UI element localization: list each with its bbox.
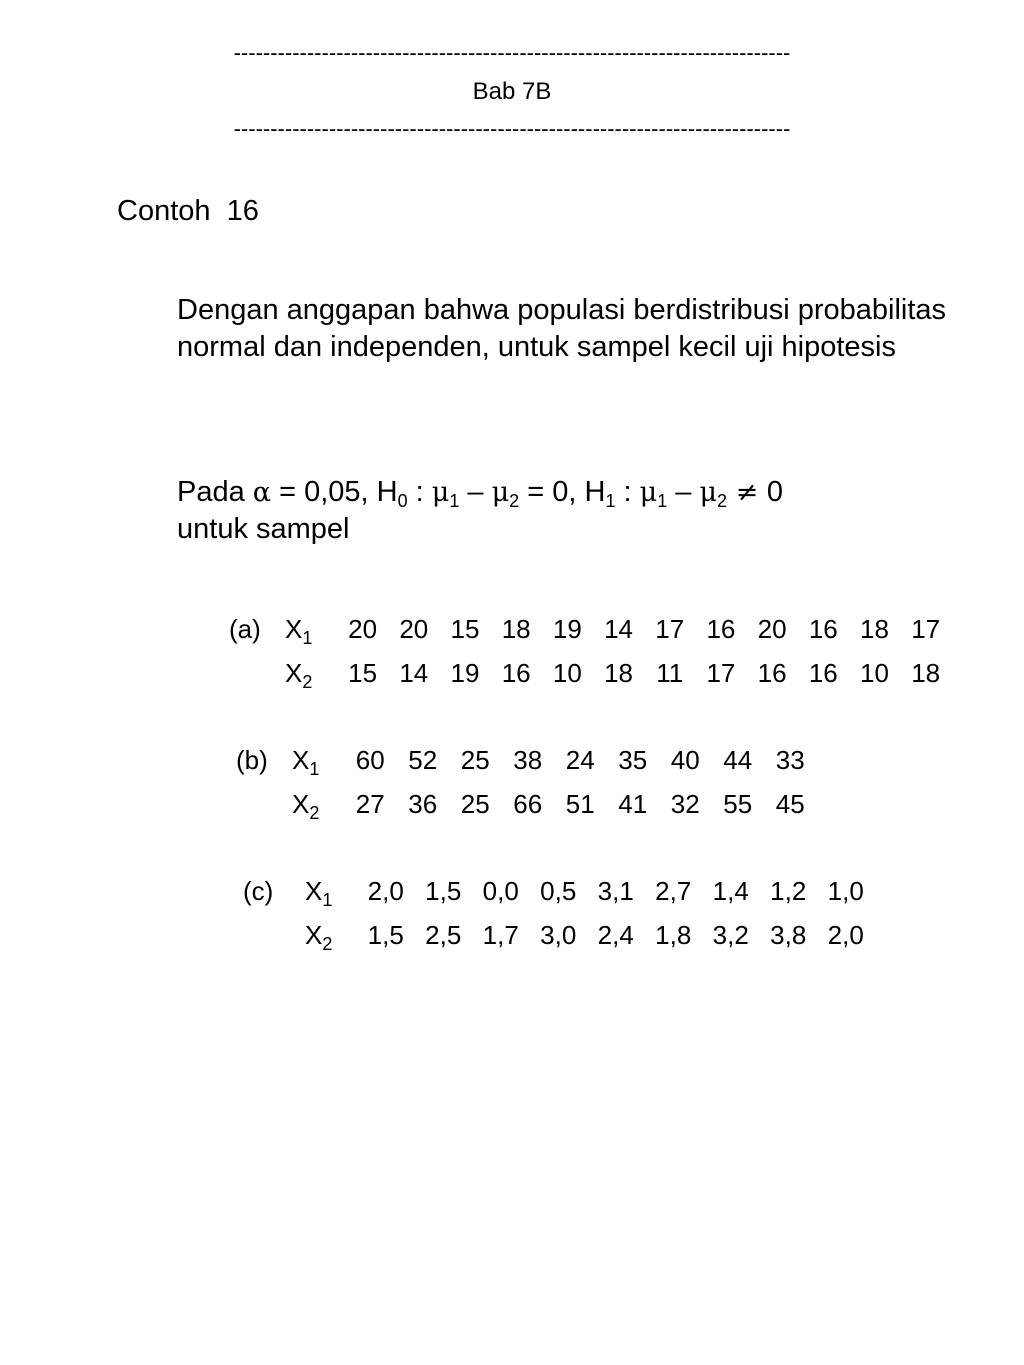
variable-subscript: 1: [302, 628, 313, 648]
variable-subscript: 2: [322, 934, 333, 954]
sample-value: 1,2: [770, 876, 807, 906]
sample-value: 25: [460, 745, 490, 775]
mu2-subscript: 2: [509, 491, 520, 511]
sample-value: 19: [552, 614, 582, 644]
sample-value: 20: [348, 614, 378, 644]
sample-values: [357, 876, 875, 906]
mu-symbol: μ: [431, 477, 450, 508]
hypothesis-line: [177, 474, 977, 511]
sample-value: 2,0: [367, 876, 404, 906]
alpha-symbol: α: [252, 477, 272, 508]
sample-value: 0,5: [540, 876, 577, 906]
sample-row-x1: [229, 614, 951, 658]
variable-label-x2: [305, 920, 361, 954]
sample-value: 1,5: [367, 920, 404, 950]
sample-value: 2,4: [597, 920, 634, 950]
sample-values: [344, 789, 817, 819]
sample-value: 25: [460, 789, 490, 819]
sample-values: [344, 745, 817, 775]
sample-value: 16: [501, 658, 531, 688]
alpha-value: = 0,05, H: [271, 476, 398, 508]
sample-value: 18: [501, 614, 531, 644]
mu2-subscript: 2: [717, 491, 728, 511]
sample-value: 17: [911, 614, 941, 644]
sample-c: [243, 876, 875, 964]
variable-label-x1: [305, 876, 361, 910]
sample-value: 66: [513, 789, 543, 819]
sample-value: 52: [408, 745, 438, 775]
sample-value: 20: [399, 614, 429, 644]
sample-value: 35: [618, 745, 648, 775]
variable-letter: X: [305, 876, 323, 906]
h0-rhs: = 0, H: [519, 476, 606, 508]
variable-letter: X: [305, 920, 323, 950]
hypothesis-statement: [177, 474, 977, 548]
header-rule-top: ----------------------------------------------------------------------------: [233, 40, 791, 65]
not-equal-symbol: ≠: [727, 477, 767, 508]
sample-value: 3,8: [770, 920, 807, 950]
sample-value: 16: [808, 614, 838, 644]
sample-value: 1,7: [482, 920, 519, 950]
sample-value: 1,0: [827, 876, 864, 906]
variable-subscript: 2: [309, 803, 320, 823]
minus-sign: –: [459, 476, 492, 508]
sample-value: 45: [775, 789, 805, 819]
chapter-title: Bab 7B: [472, 78, 552, 105]
sample-value: 10: [552, 658, 582, 688]
sample-value: 16: [706, 614, 736, 644]
variable-letter: X: [285, 658, 303, 688]
sample-value: 32: [670, 789, 700, 819]
sample-case-label: (c): [243, 876, 274, 906]
sample-row-x2: [236, 789, 817, 833]
sample-value: 15: [450, 614, 480, 644]
sample-value: 10: [860, 658, 889, 688]
h1-colon: :: [615, 476, 640, 508]
variable-label-x2: [285, 658, 341, 692]
sample-value: 15: [348, 658, 378, 688]
sample-value: 16: [757, 658, 787, 688]
sample-value: 2,7: [655, 876, 692, 906]
h0-colon: :: [407, 476, 432, 508]
sample-row-x1: [236, 745, 817, 789]
sample-value: 36: [408, 789, 438, 819]
mu-symbol: μ: [699, 477, 718, 508]
variable-letter: X: [292, 745, 310, 775]
sample-value: 33: [775, 745, 805, 775]
sample-value: 1,8: [655, 920, 692, 950]
sample-value: 27: [355, 789, 385, 819]
sample-row-x2: [243, 920, 875, 964]
variable-letter: X: [292, 789, 310, 819]
sample-value: 20: [757, 614, 787, 644]
sample-value: 18: [604, 658, 633, 688]
variable-subscript: 1: [309, 759, 320, 779]
sample-a: [229, 614, 951, 702]
variable-letter: X: [285, 614, 303, 644]
sample-value: 24: [565, 745, 595, 775]
sample-values: [337, 658, 951, 688]
mu-symbol: μ: [639, 477, 658, 508]
sample-row-x1: [243, 876, 875, 920]
sample-value: 3,0: [540, 920, 577, 950]
sample-value: 19: [450, 658, 480, 688]
sample-value: 40: [670, 745, 700, 775]
variable-subscript: 1: [322, 890, 333, 910]
sample-value: 55: [723, 789, 753, 819]
sample-value: 60: [355, 745, 385, 775]
variable-label-x2: [292, 789, 348, 823]
sample-value: 44: [723, 745, 753, 775]
sample-row-x2: [229, 658, 951, 702]
sample-value: 41: [618, 789, 648, 819]
sample-value: 17: [655, 614, 685, 644]
sample-values: [337, 614, 951, 644]
hypothesis-line-2: untuk sampel: [177, 513, 350, 545]
sample-value: 11: [656, 658, 684, 688]
sample-value: 1,5: [425, 876, 462, 906]
sample-value: 18: [911, 658, 941, 688]
sample-value: 0,0: [482, 876, 519, 906]
sample-value: 2,5: [425, 920, 462, 950]
h1-subscript: 1: [605, 491, 616, 511]
sample-values: [357, 920, 875, 950]
sample-value: 14: [604, 614, 633, 644]
sample-value: 16: [808, 658, 838, 688]
sample-value: 51: [565, 789, 595, 819]
header-rule-bottom: ----------------------------------------------------------------------------: [233, 116, 791, 141]
mu1-subscript: 1: [449, 491, 460, 511]
minus-sign: –: [667, 476, 700, 508]
variable-subscript: 2: [302, 672, 313, 692]
sample-value: 17: [706, 658, 736, 688]
variable-label-x1: [292, 745, 348, 779]
sample-value: 2,0: [827, 920, 864, 950]
sample-value: 3,2: [712, 920, 749, 950]
example-title: Contoh 16: [117, 195, 259, 227]
sample-case-label: (b): [236, 745, 268, 775]
sample-value: 1,4: [712, 876, 749, 906]
hypothesis-prefix: Pada: [177, 476, 253, 508]
sample-value: 38: [513, 745, 543, 775]
sample-value: 14: [399, 658, 429, 688]
sample-value: 3,1: [597, 876, 634, 906]
sample-case-label: (a): [229, 614, 261, 644]
mu1-subscript: 1: [657, 491, 668, 511]
sample-value: 18: [860, 614, 889, 644]
h0-subscript: 0: [397, 491, 408, 511]
problem-statement: Dengan anggapan bahwa populasi berdistribusi probabilitas normal dan independen, untuk sampel kecil uji hipotesis: [177, 294, 947, 363]
variable-label-x1: [285, 614, 341, 648]
h1-rhs: 0: [766, 476, 783, 508]
sample-b: [236, 745, 817, 833]
mu-symbol: μ: [491, 477, 510, 508]
